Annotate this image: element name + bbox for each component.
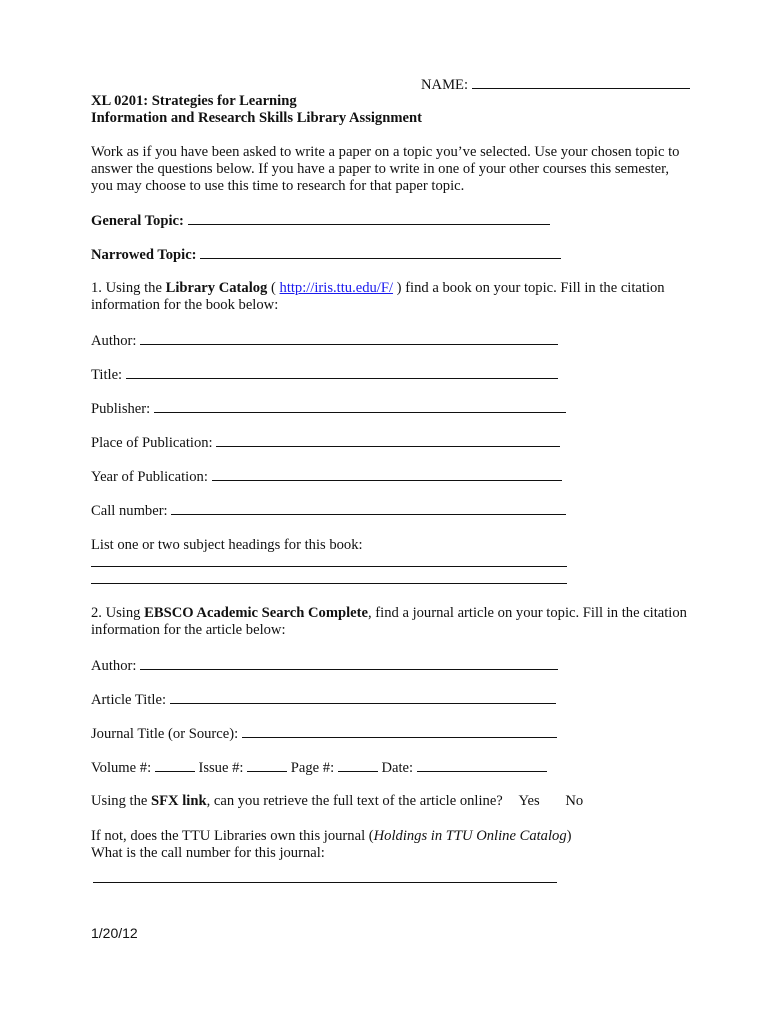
q1-paren-open: (: [267, 280, 280, 296]
q2-author-input-line[interactable]: [140, 657, 558, 670]
q2-intro-line-2: information for the article below:: [91, 622, 286, 638]
q1-call-label: Call number:: [91, 503, 168, 519]
q2-volume-input-line[interactable]: [155, 759, 195, 772]
q1-call-row: [91, 502, 566, 520]
q1-subjects-input-line-1[interactable]: [91, 554, 567, 567]
narrowed-topic-input-line[interactable]: [200, 246, 561, 259]
narrowed-topic-row: [91, 246, 561, 264]
name-label: NAME:: [421, 77, 469, 93]
q1-title-row: [91, 366, 558, 384]
footer-date: 1/20/12: [91, 925, 138, 941]
q1-intro-line-1: [91, 280, 665, 297]
q2-issue-input-line[interactable]: [247, 759, 287, 772]
general-topic-label: General Topic:: [91, 213, 184, 229]
q2-journal-label: Journal Title (or Source):: [91, 726, 239, 742]
ebsco-database-text: EBSCO Academic Search Complete: [144, 605, 368, 621]
q2-article-title-label: Article Title:: [91, 692, 166, 708]
sfx-yes-option[interactable]: Yes: [518, 793, 540, 809]
q2-holdings-suffix: ): [566, 828, 572, 844]
q1-subjects-input-line-2[interactable]: [91, 571, 567, 584]
general-topic-row: [91, 212, 550, 230]
course-title: XL 0201: Strategies for Learning: [91, 93, 297, 109]
catalog-url-link[interactable]: http://iris.ttu.edu/F/: [279, 280, 394, 296]
q1-title-input-line[interactable]: [126, 366, 558, 379]
q1-author-input-line[interactable]: [140, 332, 558, 345]
q2-intro-line-1: [91, 605, 687, 622]
q1-title-label: Title:: [91, 367, 123, 383]
q2-page-label: Page #:: [290, 760, 335, 776]
q2-journal-input-line[interactable]: [242, 725, 557, 738]
q1-prefix: 1. Using the: [91, 280, 166, 296]
q1-author-label: Author:: [91, 333, 137, 349]
q2-call-input-line[interactable]: [93, 870, 557, 883]
q1-subjects-label: List one or two subject headings for this book:: [91, 537, 363, 553]
library-catalog-text: Library Catalog: [165, 280, 268, 296]
general-topic-input-line[interactable]: [188, 212, 550, 225]
q1-year-input-line[interactable]: [212, 468, 562, 481]
q2-sfx-row: [91, 793, 583, 810]
q2-call-answer-row: [93, 870, 557, 888]
q1-year-row: [91, 468, 562, 486]
assignment-title: Information and Research Skills Library Assignment: [91, 110, 422, 126]
q2-volume-label: Volume #:: [91, 760, 152, 776]
q2-issue-label: Issue #:: [198, 760, 244, 776]
q1-place-row: [91, 434, 560, 452]
q2-holdings-prefix: If not, does the TTU Libraries own this journal (: [91, 828, 374, 844]
q2-volume-row: [91, 759, 547, 777]
q2-call-question: What is the call number for this journal:: [91, 845, 325, 861]
q1-suffix: ) find a book on your topic. Fill in the citation: [393, 280, 665, 296]
q1-author-row: [91, 332, 558, 350]
q2-sfx-suffix: , can you retrieve the full text of the article online?: [206, 793, 503, 809]
q1-place-input-line[interactable]: [216, 434, 560, 447]
holdings-text: Holdings in TTU Online Catalog: [373, 828, 567, 844]
q2-sfx-prefix: Using the: [91, 793, 151, 809]
name-field-row: [421, 76, 690, 94]
q2-suffix: , find a journal article on your topic. Fill in the citation: [368, 605, 687, 621]
q1-subjects-row-1: [91, 554, 567, 572]
name-input-line[interactable]: [472, 76, 690, 89]
q2-journal-row: [91, 725, 557, 743]
q2-prefix: 2. Using: [91, 605, 145, 621]
q2-article-title-input-line[interactable]: [170, 691, 556, 704]
q2-date-input-line[interactable]: [417, 759, 547, 772]
q2-date-label: Date:: [381, 760, 414, 776]
q1-publisher-row: [91, 400, 566, 418]
q1-publisher-label: Publisher:: [91, 401, 151, 417]
narrowed-topic-label: Narrowed Topic:: [91, 247, 197, 263]
q2-author-label: Author:: [91, 658, 137, 674]
q1-publisher-input-line[interactable]: [154, 400, 566, 413]
q1-intro-line-2: information for the book below:: [91, 297, 279, 313]
intro-line-3: you may choose to use this time to research for that paper topic.: [91, 178, 465, 194]
q1-subjects-row-2: [91, 571, 567, 589]
q1-call-input-line[interactable]: [171, 502, 566, 515]
q1-place-label: Place of Publication:: [91, 435, 213, 451]
q2-page-input-line[interactable]: [338, 759, 378, 772]
q2-article-title-row: [91, 691, 556, 709]
q1-year-label: Year of Publication:: [91, 469, 208, 485]
intro-line-2: answer the questions below. If you have a paper to write in one of your other courses this semester,: [91, 161, 669, 177]
q2-holdings-row: [91, 828, 572, 845]
sfx-link-text: SFX link: [151, 793, 207, 809]
sfx-no-option[interactable]: No: [565, 793, 584, 809]
q2-author-row: [91, 657, 558, 675]
intro-line-1: Work as if you have been asked to write a paper on a topic you’ve selected. Use your chosen topic to: [91, 144, 680, 160]
